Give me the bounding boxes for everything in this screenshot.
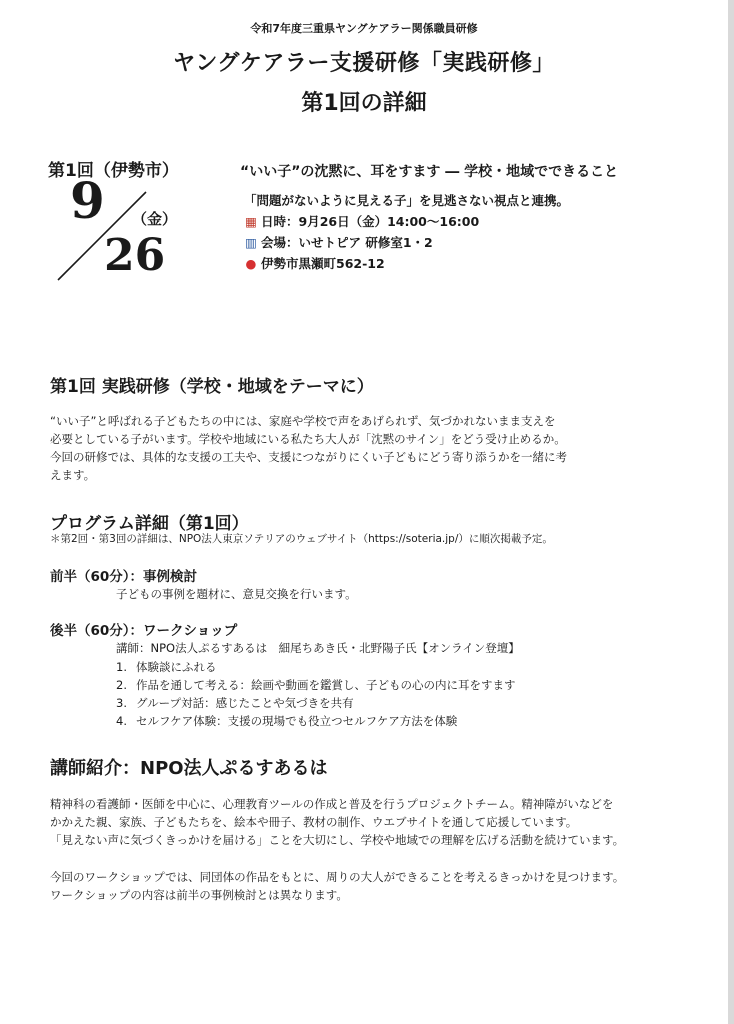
lecturer-text-2: [50, 868, 720, 904]
address-text: 伊勢市黒瀬町562-12: [261, 256, 385, 271]
date-month: 9: [70, 171, 105, 230]
list-text: グループ対話：感じたことや気づきを共有: [136, 696, 354, 710]
second-half-lecturer: 講師：NPO法人ぷるすあるは 細尾ちあき氏・北野陽子氏【オンライン登壇】: [116, 641, 520, 655]
overview-line: えます。: [50, 468, 96, 482]
list-item: [116, 677, 516, 693]
list-text: セルフケア体験：支援の現場でも役立つセルフケア方法を体験: [136, 714, 458, 728]
first-half-text: 子どもの事例を題材に、意見交換を行います。: [116, 587, 357, 601]
page-edge-shadow: [728, 0, 734, 1024]
session-summary: 「問題がないように見える子」を見逃さない視点と連携。: [244, 193, 570, 208]
list-text: 体験談にふれる: [136, 660, 217, 674]
list-item: [116, 713, 457, 729]
date-day: 26: [104, 230, 166, 281]
list-text: 作品を通して考える：絵画や動画を鑑賞し、子どもの心の内に耳をすます: [136, 678, 516, 692]
second-half-heading: 後半（60分）：ワークショップ: [50, 623, 238, 639]
overview-text: [50, 412, 690, 484]
venue-text: 会場：いせトピア 研修室1・2: [261, 235, 433, 250]
list-item: [116, 659, 217, 675]
session-address: [244, 254, 385, 272]
lecturer-line: かかえた親、家族、子どもたちを、絵本や冊子、教材の制作、ウエブサイトを通して応援しています。: [50, 815, 578, 829]
overview-line: 今回の研修では、具体的な支援の工夫や、支援につながりにくい子どもにどう寄り添うかを一緒に考: [50, 450, 568, 464]
list-number: 4.: [116, 714, 127, 728]
page-title-sub: 第1回の詳細: [301, 91, 427, 116]
first-half-heading: 前半（60分）：事例検討: [50, 569, 198, 585]
lecturer-line: 精神科の看護師・医師を中心に、心理教育ツールの作成と普及を行うプロジェクトチーム。精神障がいなどを: [50, 797, 614, 811]
calendar-icon: ▦: [245, 214, 257, 229]
session-datetime: [244, 212, 479, 230]
datetime-text: 日時：9月26日（金）14:00〜16:00: [261, 214, 480, 229]
list-number: 1.: [116, 660, 127, 674]
page-title: ヤングケアラー支援研修「実践研修」: [173, 51, 555, 76]
building-icon: ▥: [245, 235, 257, 250]
list-item: [116, 695, 354, 711]
program-heading: プログラム詳細（第1回）: [50, 514, 249, 534]
header-subtitle: 令和7年度三重県ヤングケアラー関係職員研修: [250, 22, 478, 35]
overview-line: 必要としている子がいます。学校や地域にいる私たち大人が「沈黙のサイン」をどう受け止めるか。: [50, 432, 566, 446]
lecturer-text: [50, 795, 720, 849]
lecturer-heading: 講師紹介：NPO法人ぷるすあるは: [50, 758, 328, 779]
overview-heading: 第1回 実践研修（学校・地域をテーマに）: [50, 377, 374, 397]
list-number: 3.: [116, 696, 127, 710]
lecturer-line: ワークショップの内容は前半の事例検討とは異なります。: [50, 888, 348, 902]
list-number: 2.: [116, 678, 127, 692]
date-weekday: （金）: [132, 210, 178, 228]
lecturer-line: 「見えない声に気づくきっかけを届ける」ことを大切にし、学校や地域での理解を広げる活動を続けています。: [50, 833, 625, 847]
session-theme: “いい子”の沈黙に、耳をすます ― 学校・地域でできること: [240, 164, 619, 180]
program-note: ＊第2回・第3回の詳細は、NPO法人東京ソテリアのウェブサイト（https://soteria.jp/）に順次掲載予定。: [50, 533, 553, 545]
lecturer-line: 今回のワークショップでは、同団体の作品をもとに、周りの大人ができることを考えるきっかけを見つけます。: [50, 870, 625, 884]
session-label: 第1回（伊勢市）: [48, 161, 179, 181]
overview-line: “いい子”と呼ばれる子どもたちの中には、家庭や学校で声をあげられず、気づかれないまま支えを: [50, 414, 556, 428]
session-venue: [244, 233, 433, 251]
pin-icon: ●: [245, 256, 257, 271]
